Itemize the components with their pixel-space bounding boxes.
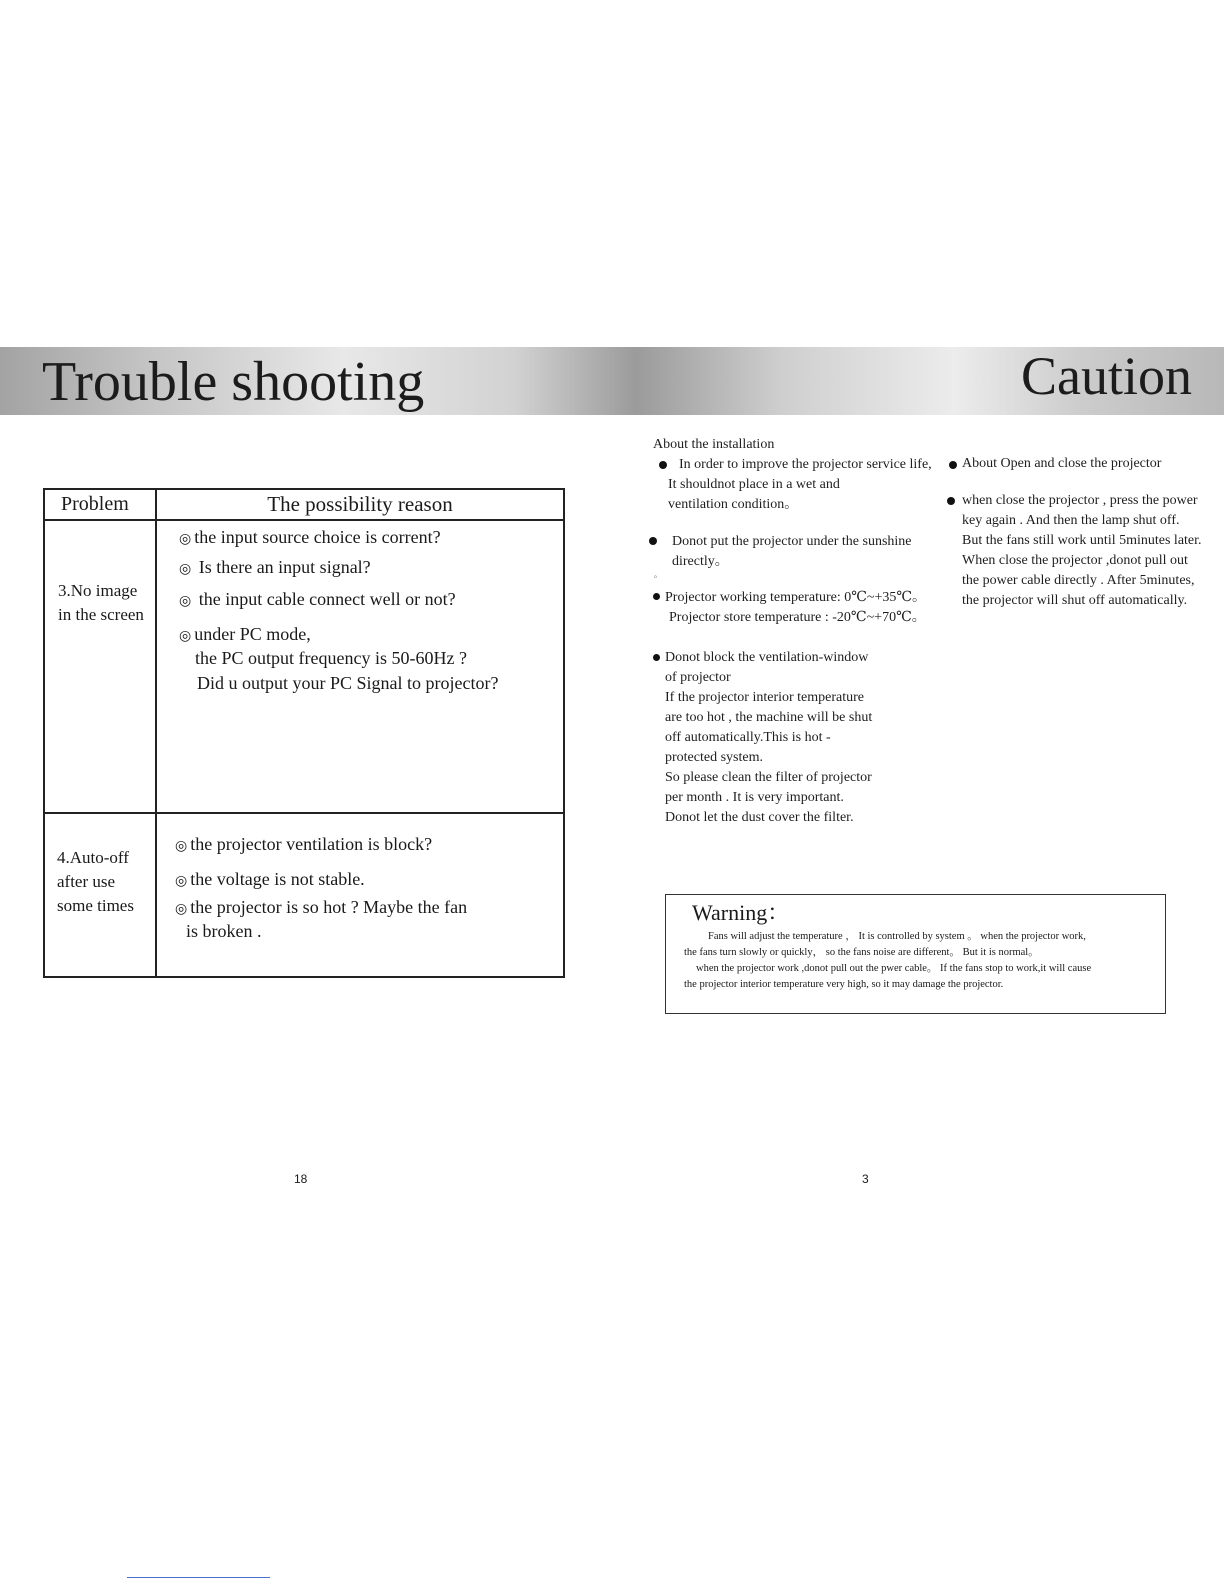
stray-mark: 。: [654, 570, 662, 579]
caution-text: protected system.: [665, 750, 763, 765]
caution-title: Caution: [1021, 346, 1192, 406]
caution-text: So please clean the filter of projector: [665, 770, 872, 785]
reason-item: ◎ the input cable connect well or not?: [179, 589, 456, 609]
caution-text: Donot block the ventilation-window: [665, 650, 869, 665]
problem-line: after use: [57, 872, 116, 891]
bullet-icon: [653, 654, 660, 661]
caution-text: are too hot , the machine will be shut: [665, 710, 873, 725]
bullet-icon: [653, 593, 660, 600]
caution-text: Projector working temperature: 0℃~+35℃。: [665, 590, 927, 605]
bullet-icon: [947, 497, 955, 505]
warning-line: when the projector work ,donot pull out the pwer cable。 If the fans stop to work,it will cause: [696, 963, 1092, 974]
warning-box: [665, 894, 1166, 1014]
reason-item: ◎ under PC mode,: [179, 624, 311, 644]
table-row: [44, 813, 564, 977]
header-problem: Problem: [44, 489, 156, 520]
warning-line: Fans will adjust the temperature ， It is controlled by system 。 when the projector work,: [708, 931, 1086, 942]
trouble-shooting-table: [43, 488, 565, 978]
reason-item: ◎ the projector ventilation is block?: [175, 834, 433, 854]
double-circle-icon: ◎: [175, 873, 188, 889]
reason-item: ◎ the input source choice is corrent?: [179, 527, 441, 547]
warning-title: Warning：: [692, 900, 790, 925]
warning-line: the projector interior temperature very high, so it may damage the projector.: [684, 979, 1004, 990]
reasons-cell: [156, 813, 564, 977]
reason-item: ◎ Is there an input signal?: [179, 557, 371, 577]
warning-line: the fans turn slowly or quickly， so the fans noise are different。 But it is normal。: [684, 947, 1039, 958]
caution-text: the projector will shut off automatically.: [962, 593, 1188, 608]
caution-text: But the fans still work until 5minutes later.: [962, 533, 1202, 548]
caution-text: Donot put the projector under the sunshine: [672, 534, 912, 549]
reasons-cell: [156, 520, 564, 813]
reason-item: ◎ the voltage is not stable.: [175, 869, 365, 889]
bottom-underline: [127, 1577, 270, 1578]
caution-text: When close the projector ,donot pull out: [962, 553, 1188, 568]
caution-text: In order to improve the projector service life,: [679, 457, 932, 472]
caution-text: Projector store temperature : -20℃~+70℃。: [669, 610, 926, 625]
caution-text: Donot let the dust cover the filter.: [665, 810, 854, 825]
bullet-icon: [649, 537, 657, 545]
table-header-row: [44, 489, 564, 520]
caution-text: off automatically.This is hot -: [665, 730, 831, 745]
bullet-icon: [659, 461, 667, 469]
problem-line: 4.Auto-off: [57, 848, 129, 867]
reason-item: is broken .: [186, 921, 262, 941]
double-circle-icon: ◎: [175, 838, 188, 854]
header-possibility-reason: The possibility reason: [156, 489, 564, 520]
bullet-icon: [949, 461, 957, 469]
problem-line: in the screen: [58, 605, 144, 624]
open-close-heading: About Open and close the projector: [962, 456, 1162, 471]
double-circle-icon: ◎: [179, 593, 192, 609]
double-circle-icon: ◎: [179, 561, 192, 577]
caution-text: of projector: [665, 670, 731, 685]
double-circle-icon: ◎: [179, 628, 192, 644]
table-row: [44, 520, 564, 813]
caution-text: per month . It is very important.: [665, 790, 844, 805]
reason-item: the PC output frequency is 50-60Hz ?: [195, 648, 467, 668]
reason-item: ◎ the projector is so hot ? Maybe the fan: [175, 897, 468, 917]
caution-text: key again . And then the lamp shut off.: [962, 513, 1180, 528]
double-circle-icon: ◎: [175, 901, 188, 917]
caution-text: It shouldnot place in a wet and: [668, 477, 840, 492]
caution-text: directly。: [672, 554, 729, 569]
caution-text: If the projector interior temperature: [665, 690, 865, 705]
trouble-shooting-title: Trouble shooting: [42, 351, 425, 413]
installation-heading: About the installation: [653, 437, 775, 452]
double-circle-icon: ◎: [179, 531, 192, 547]
left-page-number: 18: [294, 1172, 308, 1186]
caution-text: the power cable directly . After 5minutes,: [962, 573, 1195, 588]
problem-cell: [44, 520, 156, 813]
reason-item: Did u output your PC Signal to projector?: [197, 673, 499, 693]
caution-text: ventilation condition。: [668, 497, 799, 512]
problem-line: 3.No image: [58, 581, 138, 600]
right-page-number: 3: [862, 1172, 869, 1186]
problem-line: some times: [57, 896, 134, 915]
problem-cell: [44, 813, 156, 977]
caution-text: when close the projector , press the power: [962, 493, 1198, 508]
